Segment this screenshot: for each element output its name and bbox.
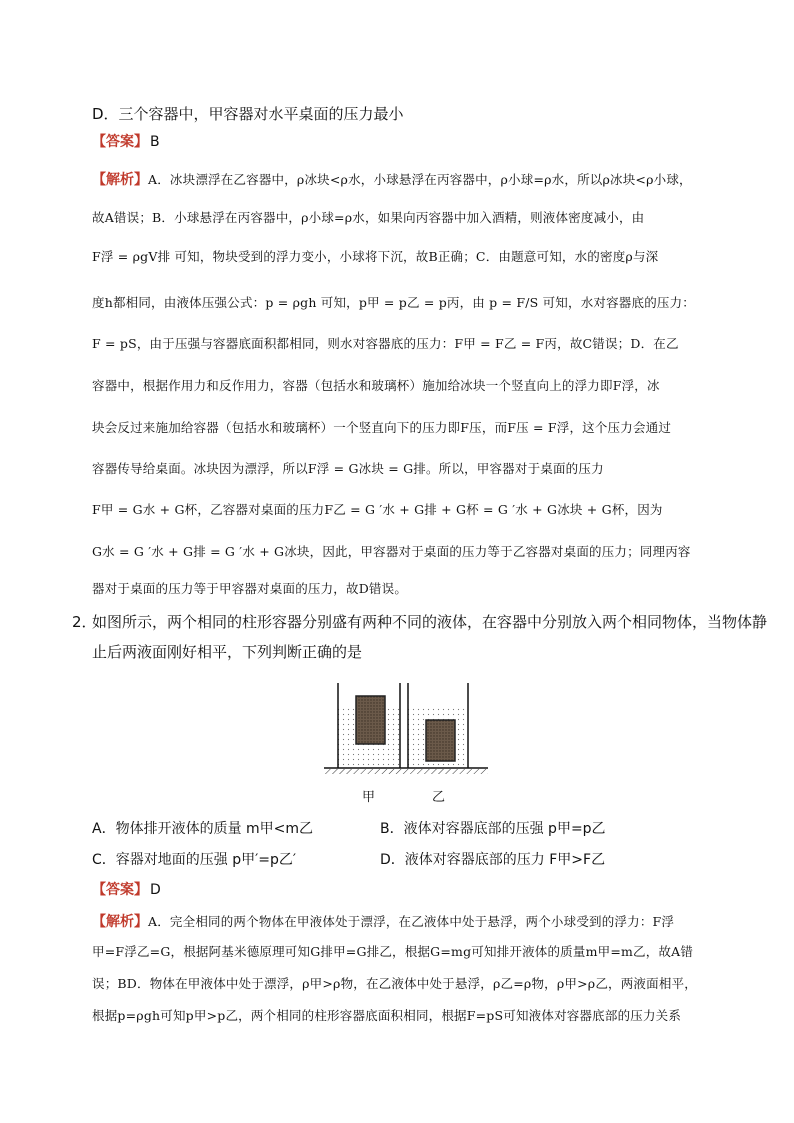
answer-label: 【答案】: [92, 882, 148, 898]
option-a: A．物体排开液体的质量 m甲<m乙: [92, 821, 314, 837]
answer-value: B: [150, 134, 160, 150]
q1-analysis-line-1: [92, 170, 692, 190]
q1-analysis-line-11: 器对于桌面的压力等于甲容器对桌面的压力，故D错误。: [92, 581, 408, 596]
q1-option-d: D．三个容器中，甲容器对水平桌面的压力最小: [92, 105, 404, 123]
answer-label: 【答案】: [92, 134, 148, 150]
q1-analysis-line-10: G水 = G ′水 + G排 = G ′水 + G冰块，因此，甲容器对于桌面的压力等于乙容器对桌面的压力；同理丙容: [92, 544, 691, 559]
object-floating: [356, 696, 385, 744]
question-stem-line-1: 如图所示，两个相同的柱形容器分别盛有两种不同的液体，在容器中分别放入两个相同物体，当物体静: [92, 613, 768, 631]
q1-analysis-line-4: 度h都相同，由液体压强公式：p = ρgh 可知，p甲 = p乙 = p丙，由 p = F/S 可知，水对容器底的压力：: [92, 295, 696, 310]
question-number: 2．: [72, 613, 97, 631]
question-stem-line-2: 止后两液面刚好相平，下列判断正确的是: [92, 643, 363, 661]
analysis-label: 【解析】: [92, 172, 148, 188]
figure-label-jia: 甲: [362, 790, 376, 805]
ground-hatch: [324, 769, 488, 774]
q1-analysis-line-6: 容器中，根据作用力和反作用力，容器（包括水和玻璃杯）施加给冰块一个竖直向上的浮力即F浮，冰: [92, 378, 660, 393]
container-jia: [338, 683, 400, 768]
option-c: C．容器对地面的压强 p甲′=p乙′: [92, 852, 297, 868]
analysis-label: 【解析】: [92, 914, 148, 930]
answer-value: D: [150, 882, 161, 898]
q1-analysis-line-9: F甲 = G水 + G杯，乙容器对桌面的压力F乙 = G ′水 + G排 + G杯 = G ′水 + G冰块 + G杯，因为: [92, 502, 663, 517]
q1-analysis-line-5: F = pS，由于压强与容器底面积都相同，则水对容器底的压力：F甲 = F乙 = F丙，故C错误；D．在乙: [92, 336, 679, 351]
q1-analysis-line-7: 块会反过来施加给容器（包括水和玻璃杯）一个竖直向下的压力即F压，而F压 = F浮，这个压力会通过: [92, 420, 672, 435]
q2-analysis-line-1: [92, 912, 674, 932]
option-d: D．液体对容器底部的压力 F甲>F乙: [380, 852, 606, 868]
q2-analysis-line-2: 甲=F浮乙=G，根据阿基米德原理可知G排甲=G排乙，根据G=mg可知排开液体的质量m甲=m乙，故A错: [92, 944, 694, 959]
q2-analysis-line-3: 误；BD．物体在甲液体中处于漂浮，ρ甲>ρ物，在乙液体中处于悬浮，ρ乙=ρ物，ρ甲>ρ乙，两液面相平，: [92, 976, 697, 991]
containers-diagram: [322, 678, 490, 778]
analysis-text: A．完全相同的两个物体在甲液体处于漂浮，在乙液体中处于悬浮，两个小球受到的浮力：F浮: [148, 914, 675, 929]
q2-answer: [92, 880, 161, 900]
option-b: B．液体对容器底部的压强 p甲=p乙: [380, 821, 606, 837]
q1-analysis-line-8: 容器传导给桌面。冰块因为漂浮，所以F浮 = G冰块 = G排。所以，甲容器对于桌面的压力: [92, 461, 604, 476]
analysis-text: A．冰块漂浮在乙容器中，ρ冰块<ρ水，小球悬浮在丙容器中，ρ小球=ρ水，所以ρ冰块<ρ小球，: [148, 172, 692, 187]
figure-label-yi: 乙: [432, 790, 446, 805]
q2-analysis-line-4: 根据p=ρgh可知p甲>p乙，两个相同的柱形容器底面积相同，根据F=pS可知液体对容器底部的压力关系: [92, 1008, 682, 1023]
containers-figure: [322, 678, 490, 808]
container-yi: [408, 683, 468, 768]
object-suspended: [426, 720, 455, 761]
q1-analysis-line-2: 故A错误；B．小球悬浮在丙容器中，ρ小球=ρ水，如果向丙容器中加入酒精，则液体密度减小，由: [92, 210, 645, 225]
q1-answer: [92, 132, 160, 152]
q1-analysis-line-3: F浮 = ρgV排 可知，物块受到的浮力变小，小球将下沉，故B正确；C．由题意可知，水的密度ρ与深: [92, 249, 659, 264]
